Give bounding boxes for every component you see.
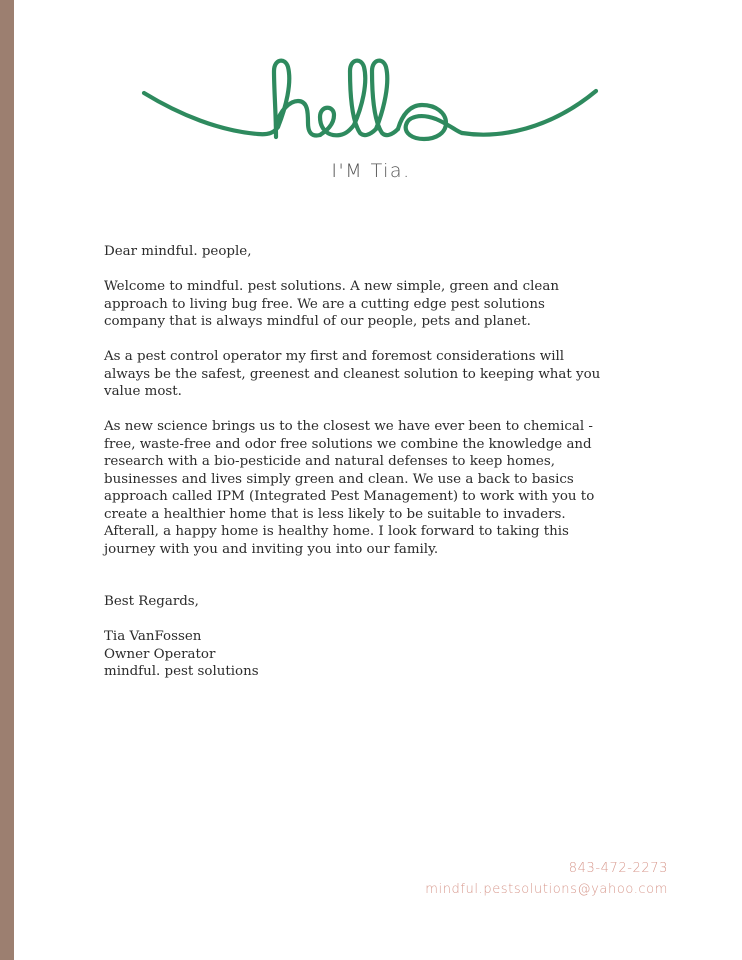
paragraph-3: As new science brings us to the closest we have ever been to chemical -free, waste-free and odor free solutions we combine the knowledge and research with a bio-pesticide and natural defenses to keep homes, businesses and lives simply green and clean. We use a back to basics approach called IPM (Integrated Pest Management) to work with you to create a healthier home that is less likely to be suitable to invaders. Afterall, a happy home is healthy home. I look forward to taking this journey with you and inviting you into our family. [104,419,595,557]
letter-body [104,243,604,681]
paragraph-1: Welcome to mindful. pest solutions. A new simple, green and clean approach to living bug free. We are a cutting edge pest solutions company that is always mindful of our people, pets and planet. [104,279,559,329]
salutation: Dear mindful. people, [104,244,252,259]
left-accent-bar [0,0,14,960]
closing: Best Regards, [104,594,199,609]
contact-block [425,858,668,900]
hello-logo [140,55,600,150]
email-address: mindful.pestsolutions@yahoo.com [425,882,668,897]
signature-title: Owner Operator [104,646,216,662]
signature-block [104,628,604,681]
hello-script-graphic [140,55,600,150]
paragraph-2: As a pest control operator my first and foremost considerations will always be the safest, greenest and cleanest solution to keeping what you value most. [104,349,601,399]
signature-name: Tia VanFossen [104,629,202,644]
phone-number: 843-472-2273 [568,861,668,876]
subtitle [0,160,742,182]
subtitle-text: I'M Tia. [331,160,411,182]
signature-company: mindful. pest solutions [104,664,259,679]
